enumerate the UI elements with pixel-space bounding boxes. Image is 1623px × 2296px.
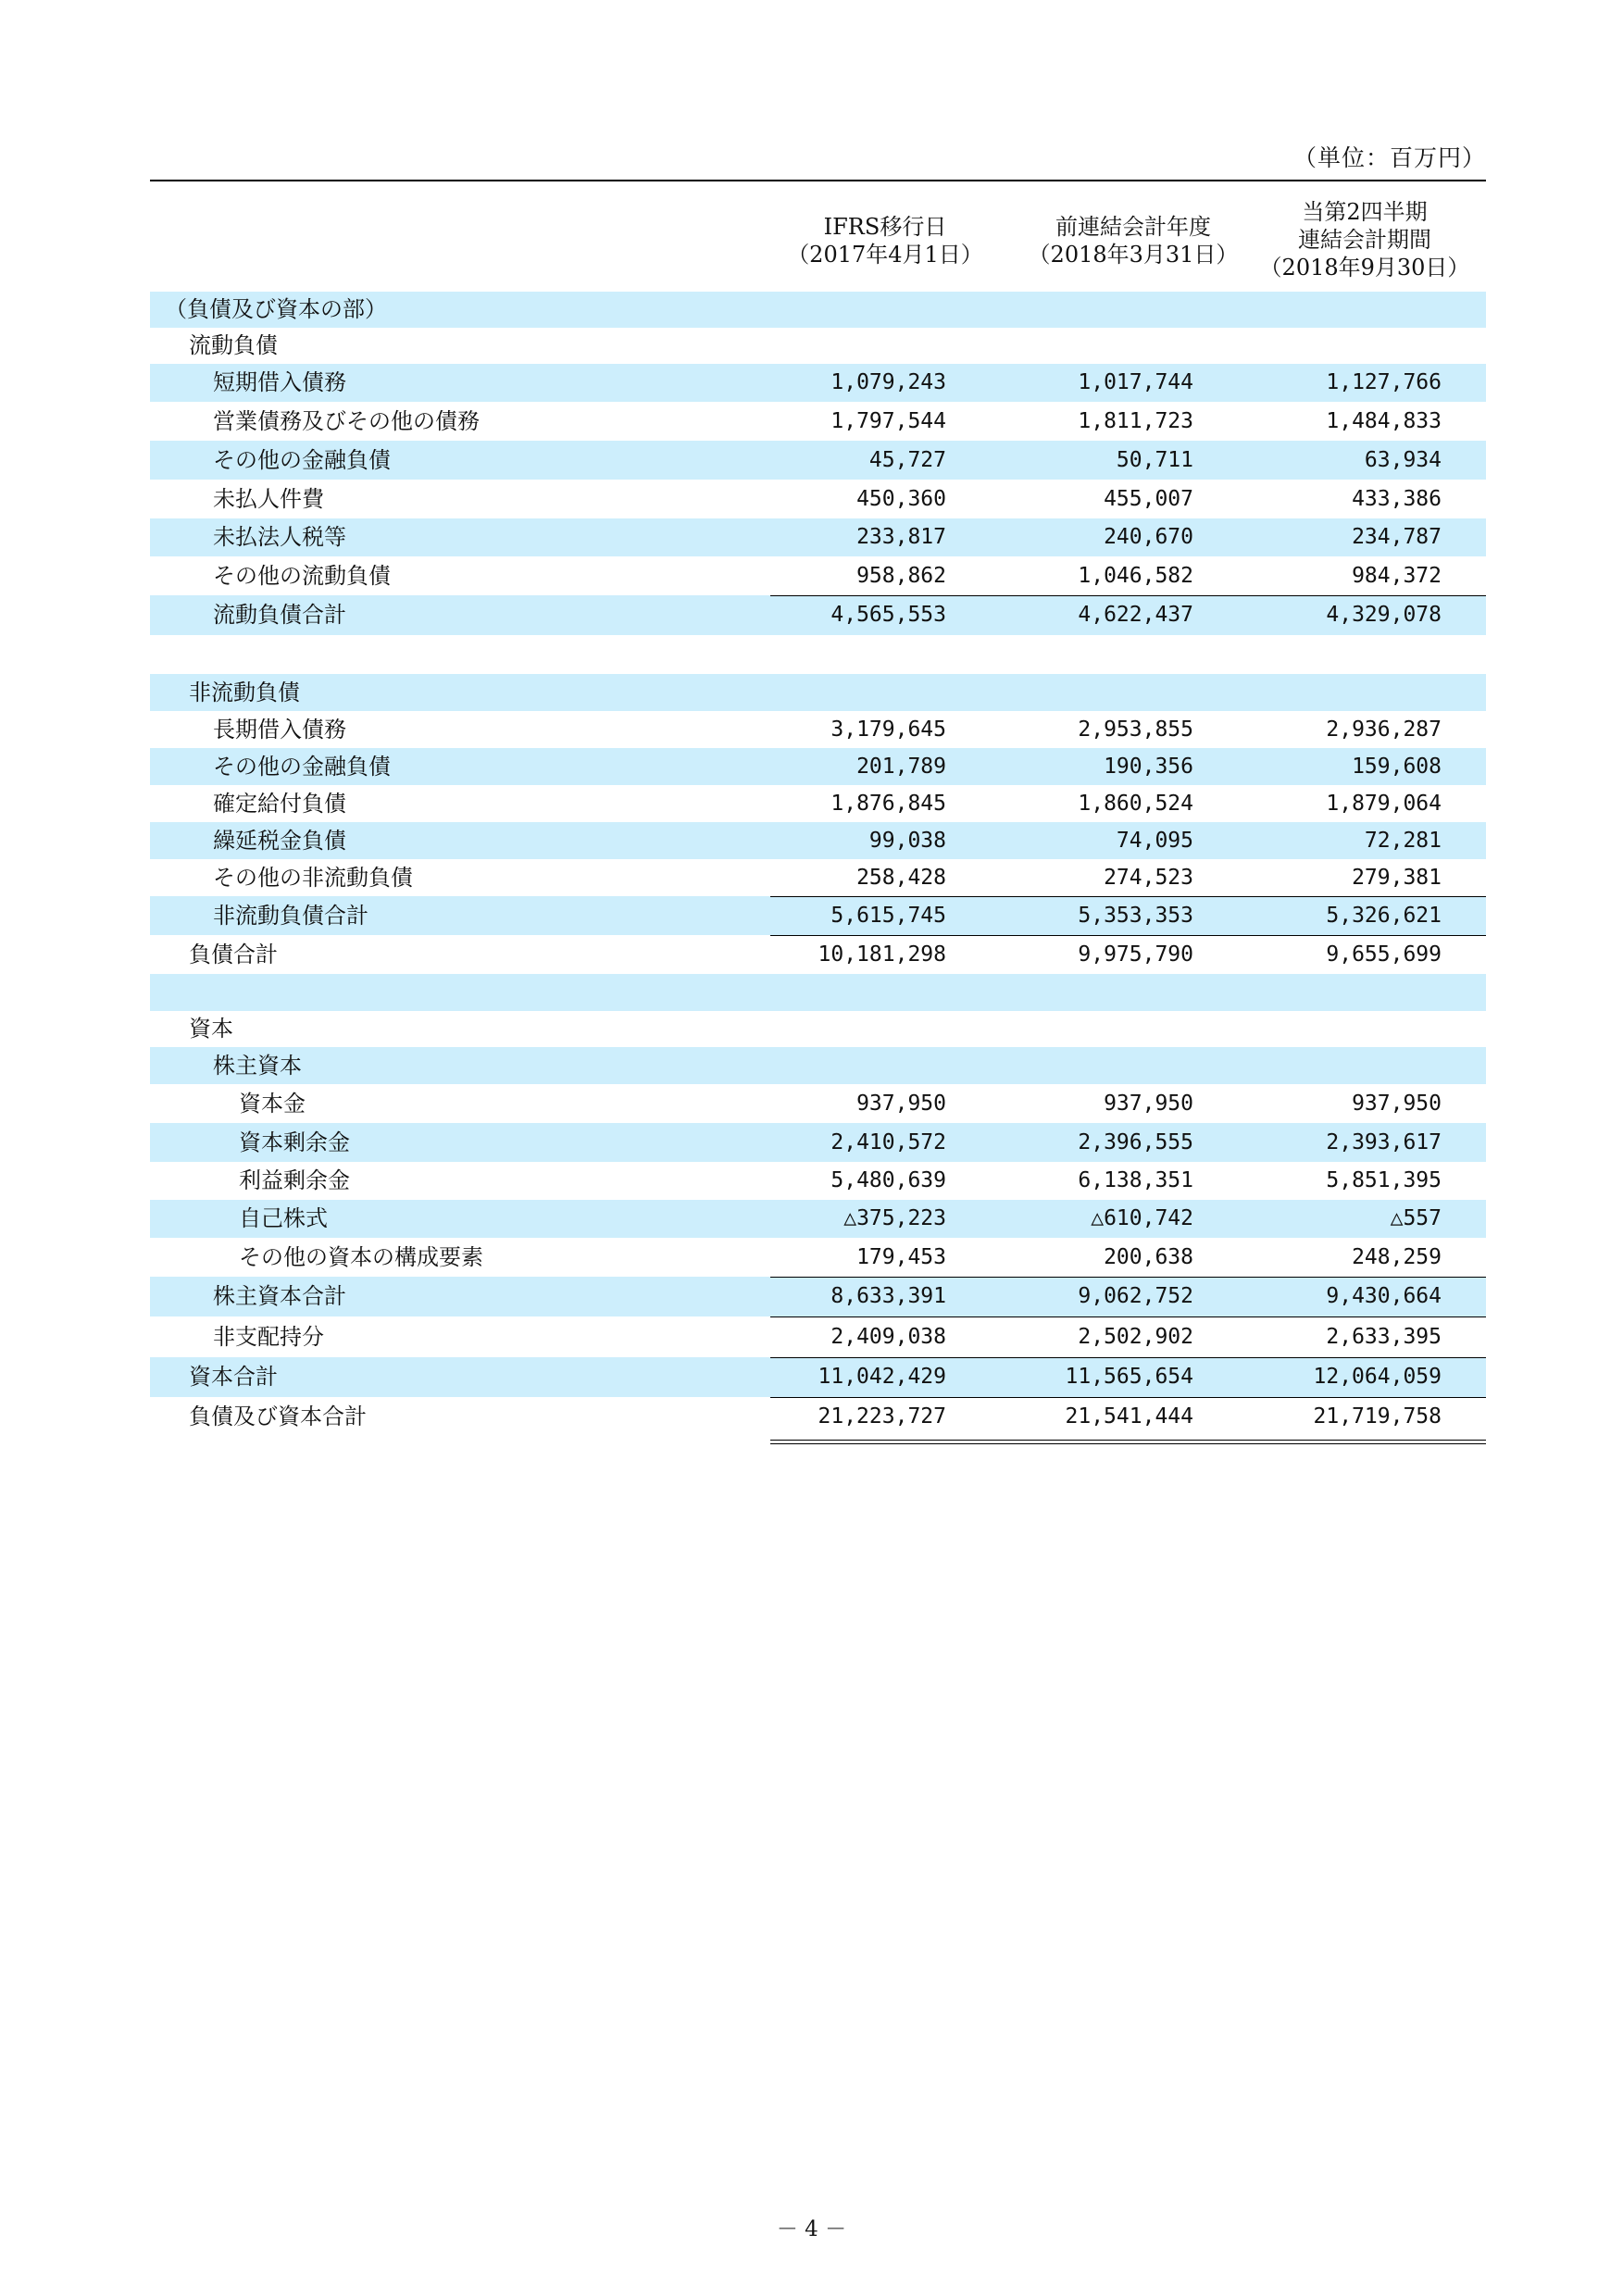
- table-row: [150, 292, 1486, 328]
- cell-value: 1,879,064: [1326, 792, 1442, 816]
- cell-value: 1,017,744: [1078, 370, 1193, 394]
- cell-value: 2,936,287: [1326, 718, 1442, 742]
- table-row: [150, 595, 1486, 635]
- table-row: [150, 1162, 1486, 1200]
- cell-value: 1,484,833: [1326, 409, 1442, 433]
- table-row: [150, 1357, 1486, 1397]
- cell-value: 433,386: [1352, 487, 1442, 511]
- column-header-current-quarter: 当第2四半期 連結会計期間 （2018年9月30日）: [1259, 199, 1470, 281]
- cell-value: 233,817: [856, 525, 946, 549]
- cell-value: 4,622,437: [1078, 603, 1193, 627]
- cell-value: 1,860,524: [1078, 792, 1193, 816]
- table-row: [150, 1084, 1486, 1123]
- cell-value: 1,046,582: [1078, 564, 1193, 588]
- row-label: 負債及び資本合計: [189, 1404, 367, 1429]
- cell-value: 12,064,059: [1313, 1365, 1442, 1389]
- cell-value: 240,670: [1104, 525, 1193, 549]
- cell-value: 1,811,723: [1078, 409, 1193, 433]
- cell-value: 958,862: [856, 564, 946, 588]
- cell-value: 1,876,845: [830, 792, 946, 816]
- cell-value: 74,095: [1116, 829, 1193, 853]
- cell-value: △375,223: [843, 1206, 946, 1230]
- row-label: 資本: [189, 1016, 233, 1042]
- cell-value: 9,975,790: [1078, 942, 1193, 967]
- table-row: [150, 1047, 1486, 1084]
- table-row: [150, 974, 1486, 1011]
- cell-value: 5,615,745: [830, 904, 946, 928]
- table-row: [150, 480, 1486, 518]
- row-label: 非流動負債: [189, 680, 300, 705]
- cell-value: 450,360: [856, 487, 946, 511]
- table-row: [150, 1238, 1486, 1277]
- column-header-ifrs-transition: IFRS移行日 （2017年4月1日）: [787, 214, 983, 268]
- cell-value: 5,480,639: [830, 1168, 946, 1192]
- cell-value: 1,127,766: [1326, 370, 1442, 394]
- row-label: 長期借入債務: [213, 717, 346, 742]
- cell-value: 11,042,429: [818, 1365, 946, 1389]
- column-header-prior-fiscal-year: 前連結会計年度 （2018年3月31日）: [1028, 214, 1239, 268]
- cell-value: 6,138,351: [1078, 1168, 1193, 1192]
- row-label: 非支配持分: [213, 1324, 324, 1350]
- cell-value: 63,934: [1364, 448, 1442, 472]
- row-label: 資本合計: [189, 1364, 278, 1390]
- row-label: 流動負債: [189, 332, 278, 358]
- row-label: 繰延税金負債: [213, 828, 346, 854]
- table-row: [150, 674, 1486, 711]
- cell-value: △557: [1390, 1206, 1442, 1230]
- row-label: 非流動負債合計: [213, 903, 368, 929]
- page-number: － 4 －: [776, 2217, 847, 2241]
- table-row: [150, 364, 1486, 402]
- table-row: [150, 785, 1486, 822]
- row-label: 負債合計: [189, 942, 278, 967]
- cell-value: 279,381: [1352, 866, 1442, 890]
- row-label: 利益剰余金: [239, 1167, 350, 1193]
- cell-value: 21,223,727: [818, 1404, 946, 1429]
- table-row: [150, 441, 1486, 480]
- row-label: 未払法人税等: [213, 524, 346, 550]
- cell-value: 5,851,395: [1326, 1168, 1442, 1192]
- cell-value: 9,062,752: [1078, 1284, 1193, 1308]
- cell-value: 50,711: [1116, 448, 1193, 472]
- cell-value: 4,565,553: [830, 603, 946, 627]
- cell-value: 5,353,353: [1078, 904, 1193, 928]
- table-row: [150, 1277, 1486, 1316]
- row-label: 資本金: [239, 1091, 306, 1117]
- balance-sheet-table: [150, 180, 1486, 1437]
- table-row: [150, 1123, 1486, 1162]
- cell-value: 159,608: [1352, 755, 1442, 779]
- cell-value: 190,356: [1104, 755, 1193, 779]
- table-row: [150, 822, 1486, 859]
- table-row: [150, 556, 1486, 595]
- row-label: 株主資本合計: [213, 1283, 346, 1309]
- cell-value: 2,393,617: [1326, 1130, 1442, 1154]
- cell-value: 8,633,391: [830, 1284, 946, 1308]
- row-label: その他の金融負債: [213, 447, 391, 473]
- table-row: [150, 518, 1486, 556]
- cell-value: 21,719,758: [1313, 1404, 1442, 1429]
- cell-value: 99,038: [868, 829, 946, 853]
- grand-total-double-rule: [770, 1440, 1486, 1444]
- table-row: [150, 402, 1486, 441]
- row-label: その他の流動負債: [213, 563, 391, 589]
- row-label: 短期借入債務: [213, 369, 346, 395]
- unit-label: （単位：百万円）: [1292, 144, 1486, 171]
- row-label: 資本剰余金: [239, 1129, 350, 1155]
- table-row: [150, 748, 1486, 785]
- table-row: [150, 1316, 1486, 1357]
- cell-value: 937,950: [1352, 1092, 1442, 1116]
- row-label: 自己株式: [239, 1205, 328, 1231]
- cell-value: 5,326,621: [1326, 904, 1442, 928]
- cell-value: 2,953,855: [1078, 718, 1193, 742]
- cell-value: 200,638: [1104, 1245, 1193, 1269]
- cell-value: 248,259: [1352, 1245, 1442, 1269]
- cell-value: 9,430,664: [1326, 1284, 1442, 1308]
- cell-value: 72,281: [1364, 829, 1442, 853]
- row-label: （負債及び資本の部）: [165, 296, 387, 322]
- table-row: [150, 1011, 1486, 1047]
- cell-value: 274,523: [1104, 866, 1193, 890]
- row-label: 確定給付負債: [213, 791, 346, 817]
- table-row: [150, 1397, 1486, 1437]
- cell-value: 455,007: [1104, 487, 1193, 511]
- row-label: その他の非流動負債: [213, 865, 413, 891]
- cell-value: 2,396,555: [1078, 1130, 1193, 1154]
- cell-value: 179,453: [856, 1245, 946, 1269]
- row-label: 営業債務及びその他の債務: [213, 408, 480, 434]
- table-row: [150, 935, 1486, 974]
- cell-value: 2,410,572: [830, 1130, 946, 1154]
- cell-value: 937,950: [856, 1092, 946, 1116]
- cell-value: 1,797,544: [830, 409, 946, 433]
- cell-value: 11,565,654: [1065, 1365, 1193, 1389]
- cell-value: 2,633,395: [1326, 1325, 1442, 1349]
- cell-value: 10,181,298: [818, 942, 946, 967]
- table-row: [150, 859, 1486, 896]
- table-row: [150, 1200, 1486, 1238]
- cell-value: 3,179,645: [830, 718, 946, 742]
- cell-value: △610,742: [1091, 1206, 1193, 1230]
- table-row: [150, 635, 1486, 674]
- cell-value: 9,655,699: [1326, 942, 1442, 967]
- table-body: [150, 292, 1486, 1437]
- cell-value: 201,789: [856, 755, 946, 779]
- cell-value: 937,950: [1104, 1092, 1193, 1116]
- row-label: 株主資本: [213, 1053, 302, 1079]
- cell-value: 21,541,444: [1065, 1404, 1193, 1429]
- row-label: 流動負債合計: [213, 602, 346, 628]
- cell-value: 234,787: [1352, 525, 1442, 549]
- cell-value: 1,079,243: [830, 370, 946, 394]
- cell-value: 984,372: [1352, 564, 1442, 588]
- table-row: [150, 896, 1486, 935]
- cell-value: 2,502,902: [1078, 1325, 1193, 1349]
- cell-value: 258,428: [856, 866, 946, 890]
- table-row: [150, 711, 1486, 748]
- row-label: 未払人件費: [213, 486, 324, 512]
- cell-value: 45,727: [868, 448, 946, 472]
- table-header: [150, 180, 1486, 292]
- row-label: その他の資本の構成要素: [239, 1244, 483, 1270]
- cell-value: 2,409,038: [830, 1325, 946, 1349]
- cell-value: 4,329,078: [1326, 603, 1442, 627]
- table-row: [150, 328, 1486, 364]
- row-label: その他の金融負債: [213, 754, 391, 780]
